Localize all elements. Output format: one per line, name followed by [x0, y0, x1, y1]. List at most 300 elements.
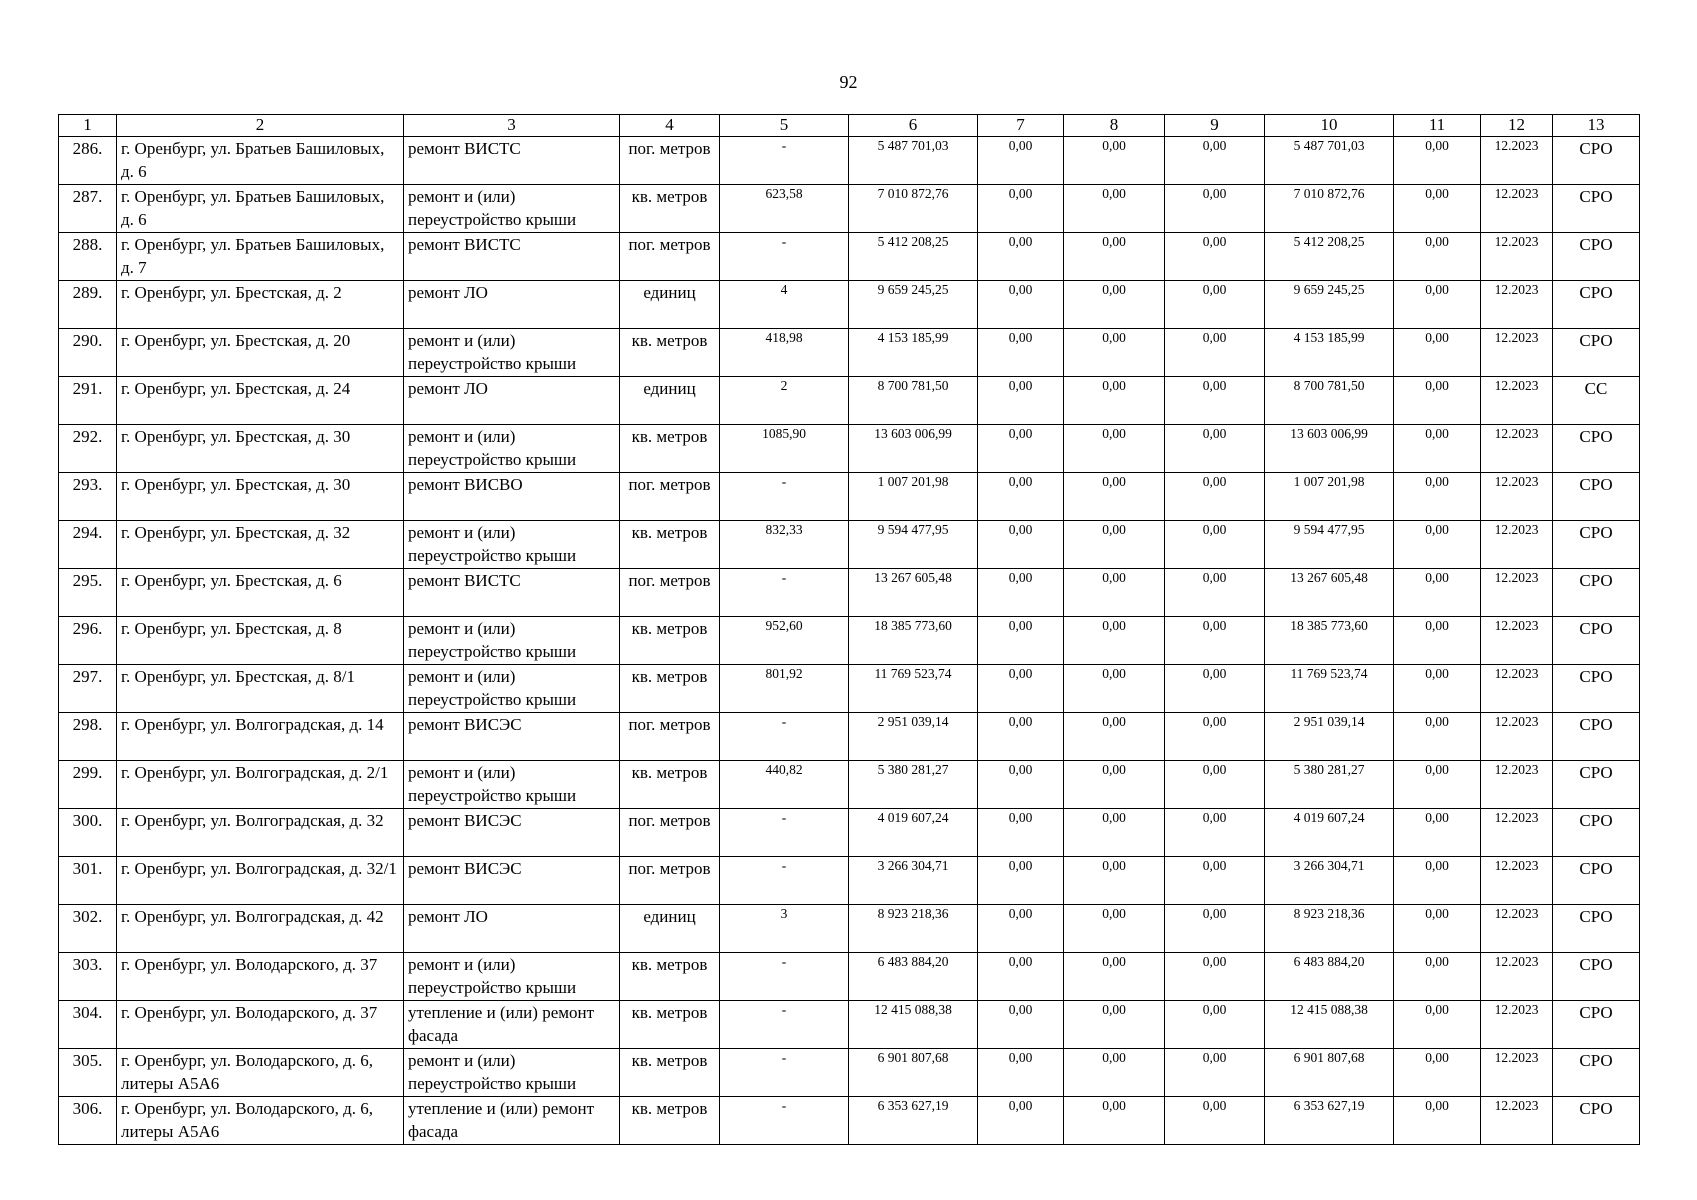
row-number-cell: 297. — [59, 665, 117, 713]
method-cell: СРО — [1553, 185, 1640, 233]
total-cost-cell: 6 483 884,20 — [849, 953, 978, 1001]
work-type-cell: ремонт и (или) переустройство крыши — [404, 953, 620, 1001]
address-cell: г. Оренбург, ул. Володарского, д. 6, литеры А5А6 — [117, 1049, 404, 1097]
fund-cell: 0,00 — [1064, 137, 1165, 185]
address-cell: г. Оренбург, ул. Володарского, д. 6, литеры А5А6 — [117, 1097, 404, 1145]
completion-date-cell: 12.2023 — [1481, 569, 1553, 617]
work-type-cell: ремонт и (или) переустройство крыши — [404, 617, 620, 665]
owners-funds-cell: 13 267 605,48 — [1265, 569, 1394, 617]
completion-date-cell: 12.2023 — [1481, 281, 1553, 329]
volume-cell: 418,98 — [720, 329, 849, 377]
total-cost-cell: 8 923 218,36 — [849, 905, 978, 953]
owners-funds-cell: 8 923 218,36 — [1265, 905, 1394, 953]
column-header: 8 — [1064, 115, 1165, 137]
fund-cell: 0,00 — [1165, 1097, 1265, 1145]
owners-funds-cell: 6 483 884,20 — [1265, 953, 1394, 1001]
fund-cell: 0,00 — [1165, 185, 1265, 233]
other-funds-cell: 0,00 — [1394, 1001, 1481, 1049]
other-funds-cell: 0,00 — [1394, 569, 1481, 617]
unit-cell: кв. метров — [620, 329, 720, 377]
work-type-cell: ремонт ВИСЭС — [404, 857, 620, 905]
method-cell: СРО — [1553, 569, 1640, 617]
fund-cell: 0,00 — [978, 569, 1064, 617]
address-cell: г. Оренбург, ул. Володарского, д. 37 — [117, 953, 404, 1001]
fund-cell: 0,00 — [1165, 953, 1265, 1001]
fund-cell: 0,00 — [1064, 569, 1165, 617]
table-row — [59, 569, 1640, 617]
address-cell: г. Оренбург, ул. Волгоградская, д. 32/1 — [117, 857, 404, 905]
column-header: 3 — [404, 115, 620, 137]
other-funds-cell: 0,00 — [1394, 137, 1481, 185]
table-row — [59, 137, 1640, 185]
owners-funds-cell: 2 951 039,14 — [1265, 713, 1394, 761]
row-number-cell: 304. — [59, 1001, 117, 1049]
row-number-cell: 286. — [59, 137, 117, 185]
row-number-cell: 296. — [59, 617, 117, 665]
unit-cell: единиц — [620, 281, 720, 329]
fund-cell: 0,00 — [1064, 809, 1165, 857]
fund-cell: 0,00 — [978, 713, 1064, 761]
fund-cell: 0,00 — [978, 137, 1064, 185]
method-cell: СРО — [1553, 1049, 1640, 1097]
table-row — [59, 1049, 1640, 1097]
volume-cell: - — [720, 137, 849, 185]
unit-cell: кв. метров — [620, 425, 720, 473]
unit-cell: пог. метров — [620, 473, 720, 521]
other-funds-cell: 0,00 — [1394, 1049, 1481, 1097]
fund-cell: 0,00 — [978, 185, 1064, 233]
fund-cell: 0,00 — [1165, 569, 1265, 617]
table-row — [59, 233, 1640, 281]
total-cost-cell: 5 412 208,25 — [849, 233, 978, 281]
fund-cell: 0,00 — [978, 281, 1064, 329]
other-funds-cell: 0,00 — [1394, 377, 1481, 425]
method-cell: СРО — [1553, 521, 1640, 569]
total-cost-cell: 1 007 201,98 — [849, 473, 978, 521]
other-funds-cell: 0,00 — [1394, 761, 1481, 809]
fund-cell: 0,00 — [1165, 377, 1265, 425]
column-header: 7 — [978, 115, 1064, 137]
fund-cell: 0,00 — [1064, 1049, 1165, 1097]
unit-cell: пог. метров — [620, 809, 720, 857]
fund-cell: 0,00 — [978, 665, 1064, 713]
other-funds-cell: 0,00 — [1394, 905, 1481, 953]
fund-cell: 0,00 — [1165, 329, 1265, 377]
column-header: 4 — [620, 115, 720, 137]
work-type-cell: ремонт и (или) переустройство крыши — [404, 665, 620, 713]
completion-date-cell: 12.2023 — [1481, 473, 1553, 521]
fund-cell: 0,00 — [1064, 233, 1165, 281]
method-cell: СРО — [1553, 665, 1640, 713]
address-cell: г. Оренбург, ул. Братьев Башиловых, д. 6 — [117, 185, 404, 233]
method-cell: СРО — [1553, 761, 1640, 809]
row-number-cell: 302. — [59, 905, 117, 953]
method-cell: СРО — [1553, 281, 1640, 329]
table-row — [59, 473, 1640, 521]
fund-cell: 0,00 — [1165, 521, 1265, 569]
page-number: 92 — [839, 72, 858, 92]
address-cell: г. Оренбург, ул. Брестская, д. 32 — [117, 521, 404, 569]
fund-cell: 0,00 — [1165, 617, 1265, 665]
other-funds-cell: 0,00 — [1394, 713, 1481, 761]
owners-funds-cell: 5 412 208,25 — [1265, 233, 1394, 281]
work-type-cell: ремонт ЛО — [404, 377, 620, 425]
fund-cell: 0,00 — [1165, 233, 1265, 281]
row-number-cell: 292. — [59, 425, 117, 473]
work-type-cell: ремонт ВИСТС — [404, 233, 620, 281]
other-funds-cell: 0,00 — [1394, 617, 1481, 665]
fund-cell: 0,00 — [1165, 425, 1265, 473]
fund-cell: 0,00 — [978, 905, 1064, 953]
table-row — [59, 953, 1640, 1001]
row-number-cell: 299. — [59, 761, 117, 809]
volume-cell: - — [720, 713, 849, 761]
fund-cell: 0,00 — [1064, 425, 1165, 473]
unit-cell: кв. метров — [620, 185, 720, 233]
work-type-cell: ремонт ВИСТС — [404, 569, 620, 617]
completion-date-cell: 12.2023 — [1481, 713, 1553, 761]
fund-cell: 0,00 — [1165, 281, 1265, 329]
owners-funds-cell: 5 380 281,27 — [1265, 761, 1394, 809]
completion-date-cell: 12.2023 — [1481, 377, 1553, 425]
owners-funds-cell: 12 415 088,38 — [1265, 1001, 1394, 1049]
method-cell: СРО — [1553, 329, 1640, 377]
volume-cell: 2 — [720, 377, 849, 425]
fund-cell: 0,00 — [1165, 857, 1265, 905]
address-cell: г. Оренбург, ул. Брестская, д. 30 — [117, 425, 404, 473]
owners-funds-cell: 1 007 201,98 — [1265, 473, 1394, 521]
address-cell: г. Оренбург, ул. Брестская, д. 6 — [117, 569, 404, 617]
other-funds-cell: 0,00 — [1394, 473, 1481, 521]
fund-cell: 0,00 — [978, 1049, 1064, 1097]
work-type-cell: ремонт ВИСТС — [404, 137, 620, 185]
owners-funds-cell: 8 700 781,50 — [1265, 377, 1394, 425]
volume-cell: 4 — [720, 281, 849, 329]
total-cost-cell: 9 659 245,25 — [849, 281, 978, 329]
completion-date-cell: 12.2023 — [1481, 857, 1553, 905]
fund-cell: 0,00 — [978, 521, 1064, 569]
table-row — [59, 857, 1640, 905]
total-cost-cell: 6 901 807,68 — [849, 1049, 978, 1097]
completion-date-cell: 12.2023 — [1481, 185, 1553, 233]
owners-funds-cell: 5 487 701,03 — [1265, 137, 1394, 185]
table-body — [59, 137, 1640, 1145]
row-number-cell: 303. — [59, 953, 117, 1001]
method-cell: СРО — [1553, 1097, 1640, 1145]
table-row — [59, 1097, 1640, 1145]
work-type-cell: ремонт ВИСЭС — [404, 713, 620, 761]
address-cell: г. Оренбург, ул. Брестская, д. 2 — [117, 281, 404, 329]
column-header: 2 — [117, 115, 404, 137]
total-cost-cell: 3 266 304,71 — [849, 857, 978, 905]
fund-cell: 0,00 — [1064, 665, 1165, 713]
column-header: 1 — [59, 115, 117, 137]
total-cost-cell: 4 019 607,24 — [849, 809, 978, 857]
method-cell: СРО — [1553, 713, 1640, 761]
fund-cell: 0,00 — [1165, 905, 1265, 953]
fund-cell: 0,00 — [978, 425, 1064, 473]
unit-cell: пог. метров — [620, 137, 720, 185]
method-cell: СРО — [1553, 905, 1640, 953]
other-funds-cell: 0,00 — [1394, 809, 1481, 857]
volume-cell: - — [720, 569, 849, 617]
fund-cell: 0,00 — [978, 953, 1064, 1001]
table-row — [59, 617, 1640, 665]
fund-cell: 0,00 — [1165, 473, 1265, 521]
table-row — [59, 713, 1640, 761]
owners-funds-cell: 18 385 773,60 — [1265, 617, 1394, 665]
total-cost-cell: 5 487 701,03 — [849, 137, 978, 185]
total-cost-cell: 7 010 872,76 — [849, 185, 978, 233]
column-header: 11 — [1394, 115, 1481, 137]
unit-cell: пог. метров — [620, 857, 720, 905]
completion-date-cell: 12.2023 — [1481, 761, 1553, 809]
completion-date-cell: 12.2023 — [1481, 425, 1553, 473]
completion-date-cell: 12.2023 — [1481, 1001, 1553, 1049]
work-type-cell: утепление и (или) ремонт фасада — [404, 1097, 620, 1145]
unit-cell: пог. метров — [620, 233, 720, 281]
completion-date-cell: 12.2023 — [1481, 137, 1553, 185]
work-type-cell: ремонт и (или) переустройство крыши — [404, 1049, 620, 1097]
address-cell: г. Оренбург, ул. Брестская, д. 24 — [117, 377, 404, 425]
fund-cell: 0,00 — [1064, 521, 1165, 569]
total-cost-cell: 13 267 605,48 — [849, 569, 978, 617]
fund-cell: 0,00 — [1165, 665, 1265, 713]
address-cell: г. Оренбург, ул. Волгоградская, д. 14 — [117, 713, 404, 761]
table-row — [59, 425, 1640, 473]
fund-cell: 0,00 — [978, 1097, 1064, 1145]
other-funds-cell: 0,00 — [1394, 857, 1481, 905]
owners-funds-cell: 3 266 304,71 — [1265, 857, 1394, 905]
volume-cell: 801,92 — [720, 665, 849, 713]
total-cost-cell: 2 951 039,14 — [849, 713, 978, 761]
total-cost-cell: 6 353 627,19 — [849, 1097, 978, 1145]
work-type-cell: ремонт ЛО — [404, 281, 620, 329]
fund-cell: 0,00 — [978, 761, 1064, 809]
method-cell: СРО — [1553, 617, 1640, 665]
work-type-cell: ремонт ВИСВО — [404, 473, 620, 521]
method-cell: СРО — [1553, 953, 1640, 1001]
address-cell: г. Оренбург, ул. Братьев Башиловых, д. 7 — [117, 233, 404, 281]
column-header: 12 — [1481, 115, 1553, 137]
fund-cell: 0,00 — [1064, 761, 1165, 809]
method-cell: СРО — [1553, 1001, 1640, 1049]
address-cell: г. Оренбург, ул. Волгоградская, д. 2/1 — [117, 761, 404, 809]
completion-date-cell: 12.2023 — [1481, 905, 1553, 953]
address-cell: г. Оренбург, ул. Брестская, д. 8 — [117, 617, 404, 665]
table-row — [59, 1001, 1640, 1049]
fund-cell: 0,00 — [978, 617, 1064, 665]
fund-cell: 0,00 — [978, 809, 1064, 857]
work-type-cell: ремонт ВИСЭС — [404, 809, 620, 857]
fund-cell: 0,00 — [1165, 809, 1265, 857]
column-header: 13 — [1553, 115, 1640, 137]
owners-funds-cell: 6 901 807,68 — [1265, 1049, 1394, 1097]
row-number-cell: 291. — [59, 377, 117, 425]
completion-date-cell: 12.2023 — [1481, 809, 1553, 857]
fund-cell: 0,00 — [978, 857, 1064, 905]
address-cell: г. Оренбург, ул. Волгоградская, д. 32 — [117, 809, 404, 857]
work-type-cell: ремонт и (или) переустройство крыши — [404, 761, 620, 809]
fund-cell: 0,00 — [1064, 1097, 1165, 1145]
unit-cell: кв. метров — [620, 665, 720, 713]
volume-cell: 952,60 — [720, 617, 849, 665]
owners-funds-cell: 7 010 872,76 — [1265, 185, 1394, 233]
address-cell: г. Оренбург, ул. Володарского, д. 37 — [117, 1001, 404, 1049]
column-header: 5 — [720, 115, 849, 137]
fund-cell: 0,00 — [978, 1001, 1064, 1049]
column-header: 6 — [849, 115, 978, 137]
unit-cell: кв. метров — [620, 521, 720, 569]
fund-cell: 0,00 — [1064, 377, 1165, 425]
total-cost-cell: 9 594 477,95 — [849, 521, 978, 569]
column-header: 9 — [1165, 115, 1265, 137]
completion-date-cell: 12.2023 — [1481, 953, 1553, 1001]
unit-cell: кв. метров — [620, 761, 720, 809]
fund-cell: 0,00 — [1165, 1049, 1265, 1097]
row-number-cell: 295. — [59, 569, 117, 617]
volume-cell: 1085,90 — [720, 425, 849, 473]
owners-funds-cell: 11 769 523,74 — [1265, 665, 1394, 713]
volume-cell: - — [720, 1049, 849, 1097]
fund-cell: 0,00 — [978, 377, 1064, 425]
completion-date-cell: 12.2023 — [1481, 665, 1553, 713]
other-funds-cell: 0,00 — [1394, 521, 1481, 569]
work-type-cell: ремонт ЛО — [404, 905, 620, 953]
total-cost-cell: 18 385 773,60 — [849, 617, 978, 665]
completion-date-cell: 12.2023 — [1481, 617, 1553, 665]
other-funds-cell: 0,00 — [1394, 185, 1481, 233]
total-cost-cell: 5 380 281,27 — [849, 761, 978, 809]
table-row — [59, 665, 1640, 713]
owners-funds-cell: 6 353 627,19 — [1265, 1097, 1394, 1145]
unit-cell: единиц — [620, 905, 720, 953]
unit-cell: кв. метров — [620, 1001, 720, 1049]
row-number-cell: 298. — [59, 713, 117, 761]
fund-cell: 0,00 — [1064, 857, 1165, 905]
total-cost-cell: 12 415 088,38 — [849, 1001, 978, 1049]
row-number-cell: 287. — [59, 185, 117, 233]
volume-cell: - — [720, 809, 849, 857]
fund-cell: 0,00 — [978, 473, 1064, 521]
fund-cell: 0,00 — [1165, 713, 1265, 761]
row-number-cell: 301. — [59, 857, 117, 905]
total-cost-cell: 8 700 781,50 — [849, 377, 978, 425]
table-row — [59, 521, 1640, 569]
method-cell: СРО — [1553, 425, 1640, 473]
work-type-cell: ремонт и (или) переустройство крыши — [404, 185, 620, 233]
repair-schedule-table — [58, 114, 1640, 1145]
fund-cell: 0,00 — [1165, 137, 1265, 185]
work-type-cell: ремонт и (или) переустройство крыши — [404, 329, 620, 377]
method-cell: СРО — [1553, 473, 1640, 521]
unit-cell: кв. метров — [620, 1097, 720, 1145]
volume-cell: 832,33 — [720, 521, 849, 569]
table-row — [59, 281, 1640, 329]
volume-cell: 623,58 — [720, 185, 849, 233]
address-cell: г. Оренбург, ул. Брестская, д. 30 — [117, 473, 404, 521]
volume-cell: - — [720, 953, 849, 1001]
fund-cell: 0,00 — [1064, 713, 1165, 761]
work-type-cell: ремонт и (или) переустройство крыши — [404, 425, 620, 473]
row-number-cell: 300. — [59, 809, 117, 857]
owners-funds-cell: 4 019 607,24 — [1265, 809, 1394, 857]
owners-funds-cell: 9 594 477,95 — [1265, 521, 1394, 569]
other-funds-cell: 0,00 — [1394, 329, 1481, 377]
method-cell: СРО — [1553, 233, 1640, 281]
row-number-cell: 290. — [59, 329, 117, 377]
fund-cell: 0,00 — [1064, 281, 1165, 329]
total-cost-cell: 4 153 185,99 — [849, 329, 978, 377]
fund-cell: 0,00 — [1064, 953, 1165, 1001]
other-funds-cell: 0,00 — [1394, 1097, 1481, 1145]
completion-date-cell: 12.2023 — [1481, 521, 1553, 569]
row-number-cell: 305. — [59, 1049, 117, 1097]
column-header: 10 — [1265, 115, 1394, 137]
other-funds-cell: 0,00 — [1394, 665, 1481, 713]
owners-funds-cell: 13 603 006,99 — [1265, 425, 1394, 473]
fund-cell: 0,00 — [1064, 185, 1165, 233]
table-row — [59, 905, 1640, 953]
address-cell: г. Оренбург, ул. Брестская, д. 8/1 — [117, 665, 404, 713]
volume-cell: - — [720, 1097, 849, 1145]
work-type-cell: ремонт и (или) переустройство крыши — [404, 521, 620, 569]
volume-cell: 440,82 — [720, 761, 849, 809]
fund-cell: 0,00 — [978, 233, 1064, 281]
other-funds-cell: 0,00 — [1394, 425, 1481, 473]
fund-cell: 0,00 — [1165, 761, 1265, 809]
volume-cell: - — [720, 1001, 849, 1049]
other-funds-cell: 0,00 — [1394, 233, 1481, 281]
method-cell: СРО — [1553, 857, 1640, 905]
work-type-cell: утепление и (или) ремонт фасада — [404, 1001, 620, 1049]
total-cost-cell: 11 769 523,74 — [849, 665, 978, 713]
volume-cell: 3 — [720, 905, 849, 953]
method-cell: СРО — [1553, 137, 1640, 185]
table-row — [59, 329, 1640, 377]
other-funds-cell: 0,00 — [1394, 281, 1481, 329]
address-cell: г. Оренбург, ул. Брестская, д. 20 — [117, 329, 404, 377]
row-number-cell: 306. — [59, 1097, 117, 1145]
unit-cell: единиц — [620, 377, 720, 425]
row-number-cell: 293. — [59, 473, 117, 521]
owners-funds-cell: 4 153 185,99 — [1265, 329, 1394, 377]
unit-cell: пог. метров — [620, 713, 720, 761]
row-number-cell: 294. — [59, 521, 117, 569]
table-row — [59, 377, 1640, 425]
completion-date-cell: 12.2023 — [1481, 329, 1553, 377]
unit-cell: кв. метров — [620, 1049, 720, 1097]
fund-cell: 0,00 — [1064, 1001, 1165, 1049]
unit-cell: кв. метров — [620, 617, 720, 665]
fund-cell: 0,00 — [1064, 473, 1165, 521]
fund-cell: 0,00 — [1064, 905, 1165, 953]
other-funds-cell: 0,00 — [1394, 953, 1481, 1001]
owners-funds-cell: 9 659 245,25 — [1265, 281, 1394, 329]
completion-date-cell: 12.2023 — [1481, 1097, 1553, 1145]
volume-cell: - — [720, 857, 849, 905]
column-number-row — [59, 115, 1640, 137]
method-cell: СС — [1553, 377, 1640, 425]
completion-date-cell: 12.2023 — [1481, 233, 1553, 281]
volume-cell: - — [720, 473, 849, 521]
completion-date-cell: 12.2023 — [1481, 1049, 1553, 1097]
table-row — [59, 809, 1640, 857]
method-cell: СРО — [1553, 809, 1640, 857]
fund-cell: 0,00 — [978, 329, 1064, 377]
fund-cell: 0,00 — [1064, 329, 1165, 377]
volume-cell: - — [720, 233, 849, 281]
